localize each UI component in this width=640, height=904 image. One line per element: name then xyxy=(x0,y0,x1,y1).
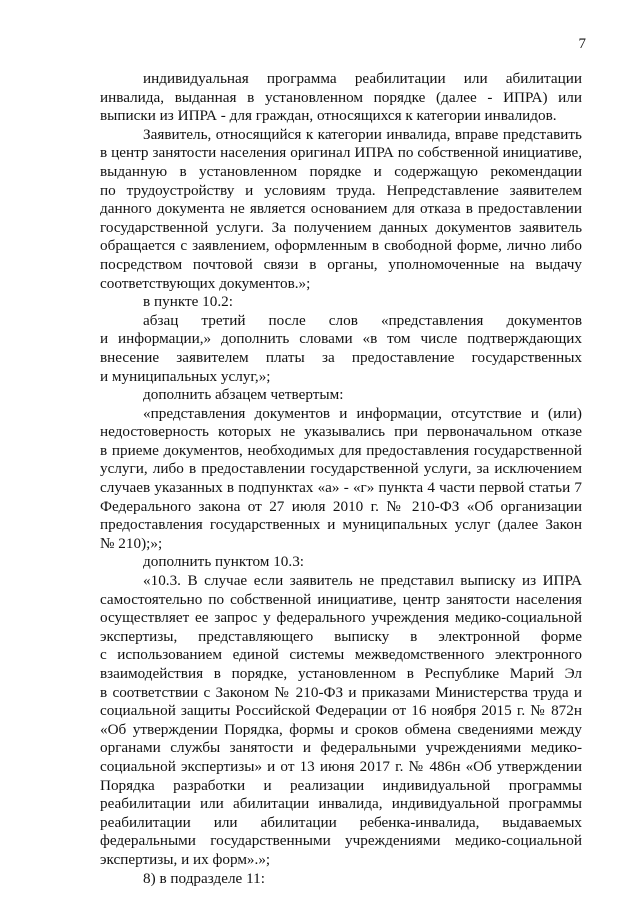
text-line: 8) в подразделе 11: xyxy=(143,869,265,887)
text-line: взаимодействия в порядке, установленном в Республике Марий Эл xyxy=(100,665,582,682)
text-line: Заявитель, относящийся к категории инвалида, вправе представить xyxy=(143,125,582,143)
text-line: «Об утверждении Порядка, формы и сроков обмена сведениями между xyxy=(100,720,582,738)
text-line: в пункте 10.2: xyxy=(143,293,233,311)
text-line: и информации,» дополнить словами «в том числе подтверждающих xyxy=(100,330,582,348)
text-line: «10.3. В случае если заявитель не представил выписку из ИПРА xyxy=(143,572,582,590)
text-line: осуществляет ее запрос у федерального учреждения медико-социальной xyxy=(100,609,582,627)
text-line: социальной защиты Российской Федерации от 16 ноября 2015 г. № 872н xyxy=(100,702,582,720)
text-line: в приеме документов, необходимых для предоставления государственной xyxy=(100,441,582,459)
text-line: и муниципальных услуг,»; xyxy=(100,367,271,385)
text-line: федеральными государственными учреждениями медико-социальной xyxy=(100,832,582,850)
text-line: по трудоустройству и условиям труда. Непредставление заявителем xyxy=(100,181,582,199)
text-line: предоставления государственных и муниципальных услуг (далее Закон xyxy=(100,516,582,534)
text-line: Порядка разработки и реализации индивидуальной программы xyxy=(100,776,582,794)
text-line: инвалида, выданная в установленном порядке (далее - ИПРА) или xyxy=(100,88,582,106)
text-line: экспертизы, и их форм».»; xyxy=(100,850,271,868)
text-line: абзац третий после слов «представления документов xyxy=(143,311,582,329)
text-line: в центр занятости населения оригинал ИПРА по собственной инициативе, xyxy=(100,144,582,162)
text-line: индивидуальная программа реабилитации или абилитации xyxy=(143,70,582,87)
text-line: реабилитации или абилитации инвалида, индивидуальной программы xyxy=(100,795,582,813)
document-body xyxy=(100,70,582,888)
text-line: обращается с заявлением, оформленным в свободной форме, лично либо xyxy=(100,237,582,255)
text-line: социальной экспертизы» и от 13 июня 2017 г. № 486н «Об утверждении xyxy=(100,757,582,775)
text-line: реабилитации или абилитации ребенка-инвалида, выдаваемых xyxy=(100,813,582,831)
text-line: «представления документов и информации, отсутствие и (или) xyxy=(143,404,582,422)
text-line: в соответствии с Законом № 210-ФЗ и приказами Министерства труда и xyxy=(100,683,582,701)
text-line: соответствующих документов.»; xyxy=(100,274,311,292)
text-line: внесение заявителем платы за предоставление государственных xyxy=(100,348,582,366)
page-number: 7 xyxy=(578,36,586,52)
text-line: случаев указанных в подпунктах «а» - «г» пункта 4 части первой статьи 7 xyxy=(100,479,582,497)
text-line: экспертизы, представляющего выписку в электронной форме xyxy=(100,627,582,645)
text-line: услуги, либо в предоставлении государственной услуги, за исключением xyxy=(100,460,582,478)
text-line: выписки из ИПРА - для граждан, относящихся к категории инвалидов. xyxy=(100,107,557,125)
text-line: Федерального закона от 27 июля 2010 г. № 210-ФЗ «Об организации xyxy=(100,497,582,515)
text-line: с использованием единой системы межведомственного электронного xyxy=(100,646,582,664)
text-line: дополнить абзацем четвертым: xyxy=(143,386,344,404)
text-line: органами службы занятости и федеральными учреждениями медико- xyxy=(100,739,582,757)
text-line: данного документа не является основанием для отказа в предоставлении xyxy=(100,200,582,218)
text-line: посредством почтовой связи в органы, уполномоченные на выдачу xyxy=(100,255,582,273)
text-line: самостоятельно по собственной инициативе, центр занятости населения xyxy=(100,590,582,608)
text-line: дополнить пунктом 10.3: xyxy=(143,553,305,571)
text-line: № 210);»; xyxy=(100,534,163,552)
text-line: государственной услуги. За получением данных документов заявитель xyxy=(100,218,582,236)
text-line: выданную в установленном порядке и содержащую рекомендации xyxy=(100,162,582,180)
text-line: недостоверность которых не указывались при первоначальном отказе xyxy=(100,423,582,441)
